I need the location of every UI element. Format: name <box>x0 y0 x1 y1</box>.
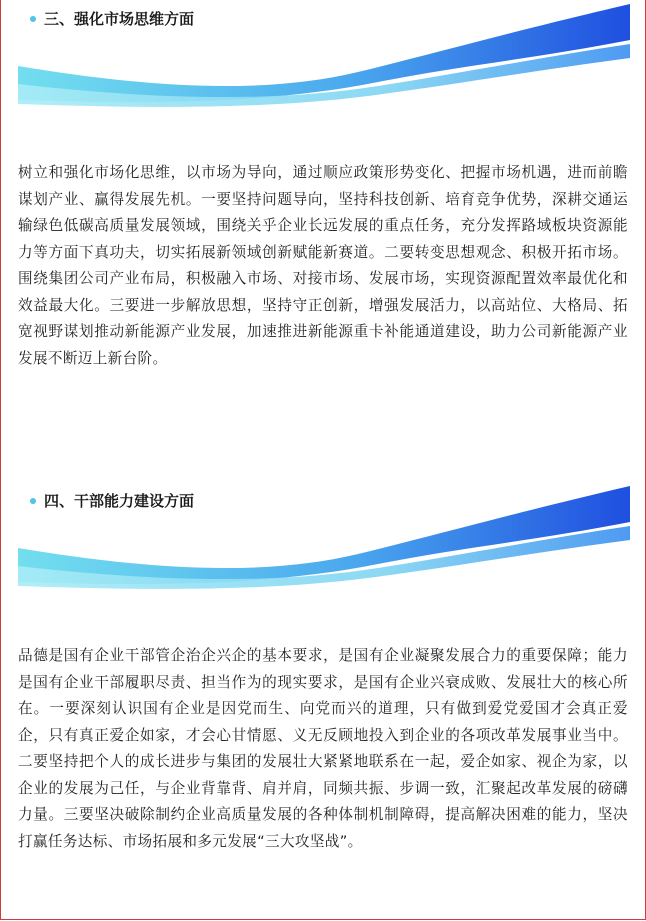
section-header-cadre <box>18 482 630 594</box>
section-heading <box>30 8 194 29</box>
bullet-dot-icon <box>30 16 36 22</box>
heading-text: 四、干部能力建设方面 <box>44 492 195 510</box>
paragraph-market: 树立和强化市场化思维，以市场为导向，通过顺应政策形势变化、把握市场机遇，进而前瞻谋划产业、赢得发展先机。一要坚持问题导向，坚持科技创新、培育竞争优势，深耕交通运输绿色低碳高质量发展领域，围绕关乎企业长远发展的重点任务，充分发挥路域板块资源能力等方面下真功夫，切实拓展新领域创新赋能新赛道。二要转变思想观念、积极开拓市场。围绕集团公司产业布局，积极融入市场、对接市场、发展市场，实现资源配置效率最优化和效益最大化。三要进一步解放思想，坚持守正创新，增强发展活力，以高站位、大格局、拓宽视野谋划推动新能源产业发展，加速推进新能源重卡补能通道建设，助力公司新能源产业发展不断迈上新台阶。 <box>18 164 628 367</box>
heading-text: 三、强化市场思维方面 <box>44 10 195 28</box>
bullet-dot-icon <box>30 498 36 504</box>
paragraph-cadre: 品德是国有企业干部管企治企兴企的基本要求，是国有企业凝聚发展合力的重要保障；能力是国有企业干部履职尽责、担当作为的现实要求，是国有企业兴衰成败、发展壮大的核心所在。一要深刻认识国有企业是因党而生、向党而兴的道理，只有做到爱党爱国才会真正爱企，只有真正爱企如家，才会心甘情愿、义无反顾地投入到企业的各项改革发展事业当中。二要坚持把个人的成长进步与集团的发展壮大紧紧地联系在一起，爱企如家、视企为家，以企业的发展为己任，与企业背靠背、肩并肩，同频共振、步调一致，汇聚起改革发展的磅礴力量。三要坚决破除制约企业高质量发展的各种体制机制障碍，提高解决困难的能力，坚决打赢任务达标、市场拓展和多元发展“三大攻坚战”。 <box>18 647 628 850</box>
section-header-market <box>18 0 630 112</box>
section-heading <box>30 490 194 511</box>
